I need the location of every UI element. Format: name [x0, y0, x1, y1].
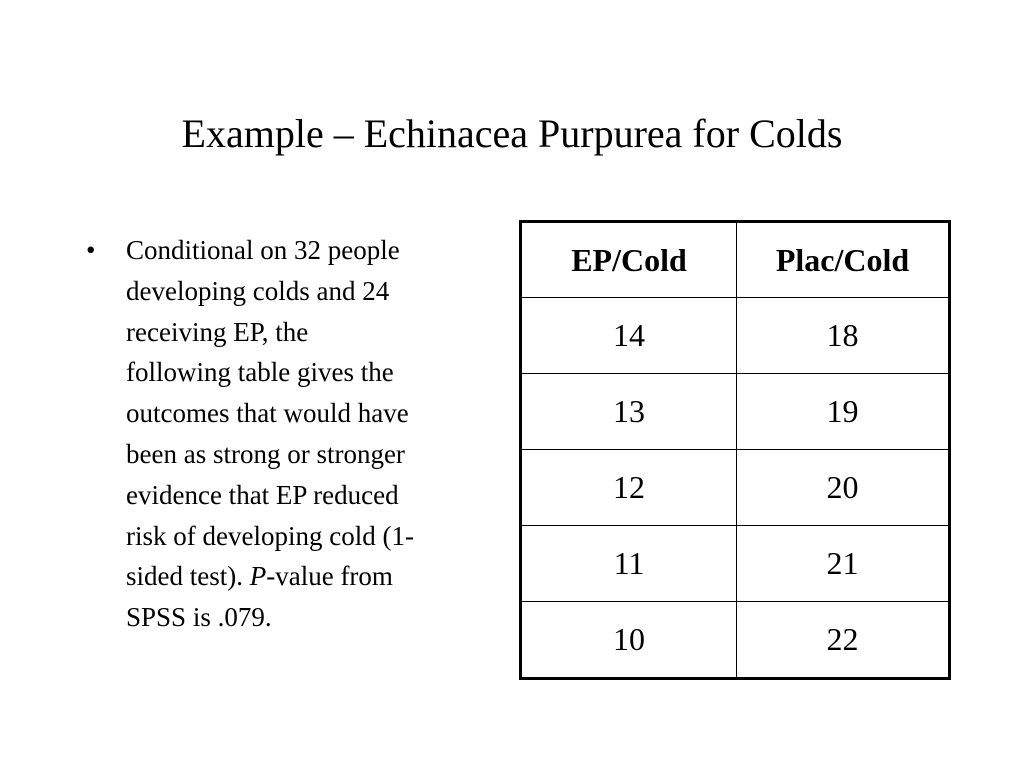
column-header-plac-cold: Plac/Cold — [737, 222, 950, 298]
table-cell-ep: 11 — [521, 526, 737, 602]
table-cell-ep: 14 — [521, 298, 737, 374]
bullet-line-text: sided test). — [126, 561, 250, 592]
column-header-ep-cold: EP/Cold — [521, 222, 737, 298]
bullet-line: following table gives the — [126, 357, 394, 388]
table-cell-plac: 22 — [737, 602, 950, 679]
table-header-row — [521, 222, 950, 298]
bullet-line: receiving EP, the — [126, 316, 309, 347]
bullet-line: outcomes that would have — [126, 398, 409, 429]
table-cell-plac: 21 — [737, 526, 950, 602]
table-row — [521, 602, 950, 679]
table-cell-ep: 13 — [521, 374, 737, 450]
bullet-marker: • — [86, 235, 96, 265]
bullet-line-pvalue — [126, 556, 506, 597]
slide-title: Example – Echinacea Purpurea for Colds — [181, 111, 843, 156]
table-cell-ep: 10 — [521, 602, 737, 679]
bullet-line: Conditional on 32 people — [126, 235, 400, 265]
bullet-text — [126, 230, 506, 638]
table-cell-plac: 19 — [737, 374, 950, 450]
bullet-line: developing colds and 24 — [126, 275, 390, 306]
table-row — [521, 374, 950, 450]
p-value-text: -value from — [266, 561, 393, 592]
p-italic: P — [249, 561, 267, 592]
bullet-line: risk of developing cold (1- — [126, 520, 414, 551]
table-cell-plac: 20 — [737, 450, 950, 526]
table-row — [521, 526, 950, 602]
bullet-line: SPSS is .079. — [126, 602, 272, 633]
table-cell-ep: 12 — [521, 450, 737, 526]
table-row — [521, 450, 950, 526]
outcomes-table — [519, 220, 951, 680]
bullet-line: evidence that EP reduced — [126, 479, 399, 510]
bullet-line: been as strong or stronger — [126, 438, 405, 469]
table-row — [521, 298, 950, 374]
table-cell-plac: 18 — [737, 298, 950, 374]
